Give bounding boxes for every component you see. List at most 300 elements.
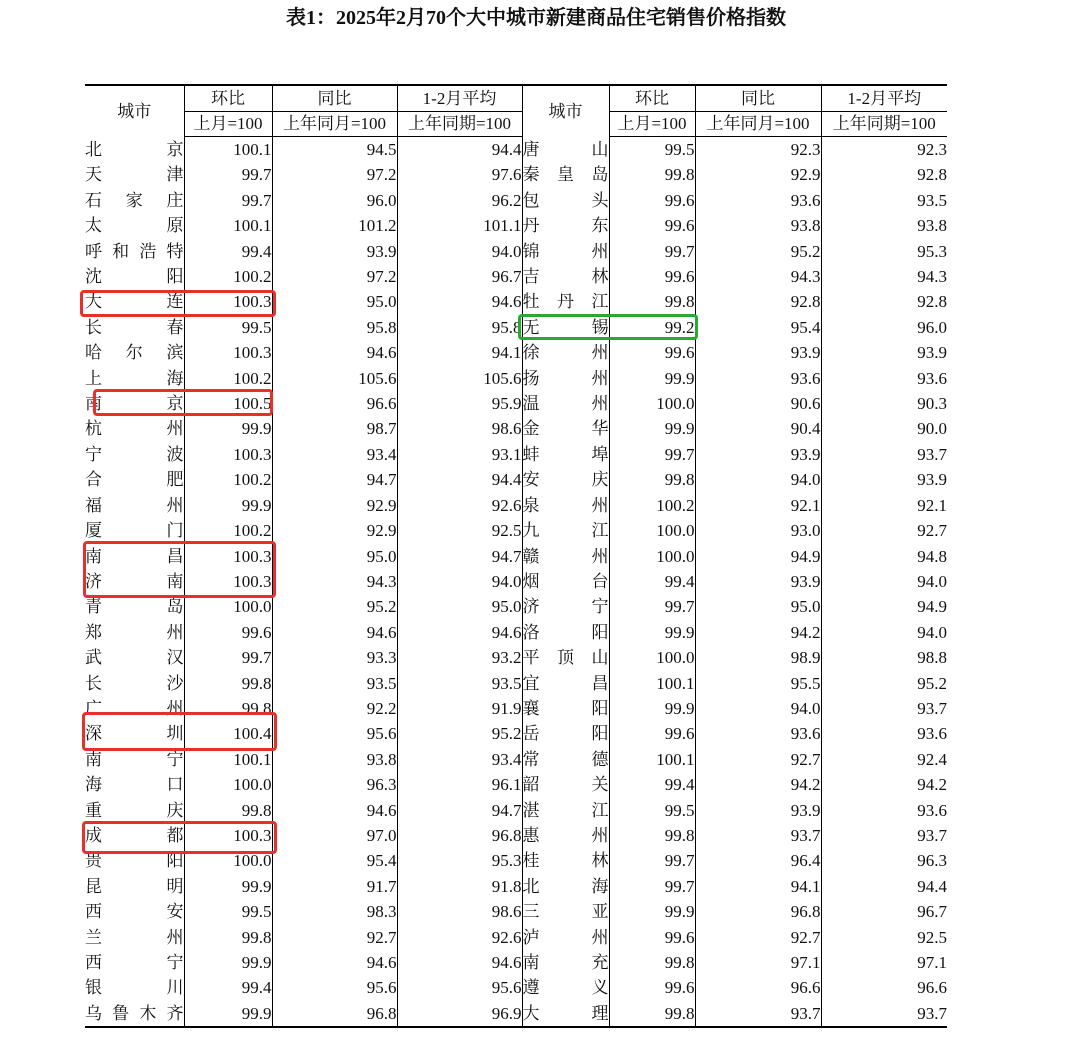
mom-value-right: 99.7: [609, 594, 695, 619]
mom-value-left: 100.2: [184, 518, 272, 543]
table-row: [85, 264, 947, 289]
table-row: [85, 544, 947, 569]
yoy-value-left: 95.6: [272, 975, 397, 1000]
city-name-right: 无锡: [522, 315, 609, 340]
table-title: 表1：2025年2月70个大中城市新建商品住宅销售价格指数: [286, 7, 786, 29]
city-name-left: 长春: [85, 317, 184, 337]
table-row: [85, 162, 947, 187]
city-name-right: 温州: [522, 391, 609, 416]
mom-value-right: 99.7: [609, 442, 695, 467]
mom-value-right: 100.1: [609, 671, 695, 696]
table-row: [85, 366, 947, 391]
mom-value-left: 100.3: [184, 289, 272, 314]
avg-value-right: 92.4: [821, 747, 947, 772]
mom-value-right: 99.8: [609, 823, 695, 848]
avg-value-left: 94.0: [397, 569, 522, 594]
yoy-value-left: 94.6: [272, 340, 397, 365]
yoy-value-right: 93.6: [695, 366, 821, 391]
mom-value-right: 99.8: [609, 289, 695, 314]
city-name-right: 金华: [522, 416, 609, 441]
avg-value-right: 96.7: [821, 899, 947, 924]
mom-value-right: 99.8: [609, 950, 695, 975]
mom-value-left: 99.5: [184, 899, 272, 924]
city-name-right: 秦皇岛: [522, 162, 609, 187]
city-name-right: 洛阳: [522, 620, 609, 645]
city-name-left: 呼和浩特: [85, 241, 184, 261]
table-row: [85, 620, 947, 645]
city-name-right: 泉州: [522, 493, 609, 518]
mom-value-right: 99.7: [609, 848, 695, 873]
yoy-value-right: 97.1: [695, 950, 821, 975]
table-row: [85, 874, 947, 899]
mom-value-right: 99.8: [609, 162, 695, 187]
table-row: [85, 1001, 947, 1027]
mom-value-right: 100.0: [609, 544, 695, 569]
mom-value-right: 100.1: [609, 747, 695, 772]
mom-value-left: 100.3: [184, 442, 272, 467]
mom-value-right: 99.7: [609, 239, 695, 264]
header-avg-right: 1-2月平均: [821, 85, 947, 112]
city-name-left: 厦门: [85, 521, 184, 541]
city-name-left: 天津: [85, 165, 184, 185]
avg-value-left: 94.7: [397, 544, 522, 569]
avg-value-left: 105.6: [397, 366, 522, 391]
city-name-left: 南京: [85, 394, 184, 414]
city-name-right: 三亚: [522, 899, 609, 924]
avg-value-left: 94.0: [397, 239, 522, 264]
mom-value-right: 99.6: [609, 213, 695, 238]
avg-value-right: 92.3: [821, 137, 947, 163]
mom-value-left: 99.9: [184, 1001, 272, 1027]
avg-value-right: 92.5: [821, 925, 947, 950]
avg-value-right: 93.5: [821, 188, 947, 213]
avg-value-right: 97.1: [821, 950, 947, 975]
city-name-right: 大理: [522, 1001, 609, 1027]
mom-value-left: 99.7: [184, 645, 272, 670]
yoy-value-right: 94.0: [695, 696, 821, 721]
avg-value-right: 95.2: [821, 671, 947, 696]
mom-value-left: 100.2: [184, 467, 272, 492]
table-row: [85, 747, 947, 772]
mom-value-right: 99.9: [609, 899, 695, 924]
yoy-value-left: 95.2: [272, 594, 397, 619]
avg-value-left: 101.1: [397, 213, 522, 238]
yoy-value-right: 95.5: [695, 671, 821, 696]
yoy-value-left: 93.5: [272, 671, 397, 696]
yoy-value-left: 97.0: [272, 823, 397, 848]
yoy-value-left: 94.6: [272, 950, 397, 975]
table-row: [85, 696, 947, 721]
yoy-value-right: 94.3: [695, 264, 821, 289]
table-row: [85, 239, 947, 264]
yoy-value-left: 93.9: [272, 239, 397, 264]
yoy-value-right: 93.6: [695, 721, 821, 746]
city-name-right: 赣州: [522, 544, 609, 569]
yoy-value-left: 92.9: [272, 518, 397, 543]
header-city-right: 城市: [522, 85, 609, 137]
city-name-right: 岳阳: [522, 721, 609, 746]
yoy-value-right: 93.9: [695, 442, 821, 467]
avg-value-left: 95.6: [397, 975, 522, 1000]
yoy-value-left: 93.8: [272, 747, 397, 772]
mom-value-left: 99.9: [184, 493, 272, 518]
yoy-value-left: 101.2: [272, 213, 397, 238]
avg-value-left: 94.6: [397, 289, 522, 314]
yoy-value-left: 92.9: [272, 493, 397, 518]
city-name-left: 武汉: [85, 648, 184, 668]
mom-value-left: 100.2: [184, 264, 272, 289]
mom-value-left: 99.4: [184, 975, 272, 1000]
city-name-left: 大连: [85, 292, 184, 312]
subheader-avg-right: 上年同期=100: [821, 112, 947, 137]
yoy-value-left: 93.4: [272, 442, 397, 467]
mom-value-left: 99.9: [184, 416, 272, 441]
yoy-value-right: 90.6: [695, 391, 821, 416]
mom-value-right: 99.5: [609, 798, 695, 823]
avg-value-right: 93.7: [821, 823, 947, 848]
avg-value-left: 91.8: [397, 874, 522, 899]
yoy-value-left: 96.8: [272, 1001, 397, 1027]
avg-value-left: 92.6: [397, 493, 522, 518]
yoy-value-left: 94.3: [272, 569, 397, 594]
table-row: [85, 772, 947, 797]
city-name-right: 锦州: [522, 239, 609, 264]
avg-value-right: 93.9: [821, 340, 947, 365]
avg-value-left: 94.4: [397, 467, 522, 492]
avg-value-left: 93.1: [397, 442, 522, 467]
table-row: [85, 518, 947, 543]
mom-value-right: 99.8: [609, 467, 695, 492]
header-yoy-right: 同比: [695, 85, 821, 112]
mom-value-left: 99.8: [184, 798, 272, 823]
table-row: [85, 848, 947, 873]
yoy-value-right: 96.4: [695, 848, 821, 873]
mom-value-left: 99.7: [184, 162, 272, 187]
city-name-right: 烟台: [522, 569, 609, 594]
header-mom-right: 环比: [609, 85, 695, 112]
city-name-left: 海口: [85, 775, 184, 795]
table-row: [85, 289, 947, 314]
mom-value-right: 99.9: [609, 620, 695, 645]
mom-value-right: 99.6: [609, 188, 695, 213]
avg-value-left: 95.9: [397, 391, 522, 416]
mom-value-left: 100.5: [184, 391, 272, 416]
avg-value-left: 95.3: [397, 848, 522, 873]
avg-value-left: 98.6: [397, 899, 522, 924]
avg-value-right: 96.0: [821, 315, 947, 340]
yoy-value-left: 95.0: [272, 289, 397, 314]
mom-value-left: 100.0: [184, 772, 272, 797]
table-row: [85, 188, 947, 213]
table-row: [85, 467, 947, 492]
avg-value-left: 95.8: [397, 315, 522, 340]
city-name-right: 南充: [522, 950, 609, 975]
table-row: [85, 823, 947, 848]
city-name-right: 桂林: [522, 848, 609, 873]
avg-value-left: 94.4: [397, 137, 522, 163]
city-name-left: 成都: [85, 825, 184, 845]
yoy-value-right: 93.8: [695, 213, 821, 238]
city-name-right: 平顶山: [522, 645, 609, 670]
avg-value-left: 96.1: [397, 772, 522, 797]
mom-value-right: 99.6: [609, 340, 695, 365]
yoy-value-left: 96.3: [272, 772, 397, 797]
avg-value-left: 95.2: [397, 721, 522, 746]
subheader-yoy-left: 上年同月=100: [272, 112, 397, 137]
mom-value-right: 99.6: [609, 975, 695, 1000]
city-name-right: 牡丹江: [522, 289, 609, 314]
city-name-left: 杭州: [85, 419, 184, 439]
city-name-right: 徐州: [522, 340, 609, 365]
mom-value-left: 99.8: [184, 925, 272, 950]
table-row: [85, 925, 947, 950]
table-row: [85, 899, 947, 924]
yoy-value-right: 93.7: [695, 1001, 821, 1027]
yoy-value-right: 93.6: [695, 188, 821, 213]
mom-value-right: 99.6: [609, 925, 695, 950]
avg-value-right: 96.6: [821, 975, 947, 1000]
yoy-value-right: 94.1: [695, 874, 821, 899]
header-mom-left: 环比: [184, 85, 272, 112]
yoy-value-left: 98.7: [272, 416, 397, 441]
table-row: [85, 391, 947, 416]
city-name-right: 扬州: [522, 366, 609, 391]
yoy-value-left: 97.2: [272, 264, 397, 289]
yoy-value-right: 94.2: [695, 772, 821, 797]
mom-value-right: 99.7: [609, 874, 695, 899]
mom-value-left: 99.4: [184, 239, 272, 264]
yoy-value-right: 92.9: [695, 162, 821, 187]
mom-value-left: 99.7: [184, 188, 272, 213]
city-name-right: 惠州: [522, 823, 609, 848]
mom-value-right: 99.6: [609, 721, 695, 746]
yoy-value-right: 95.2: [695, 239, 821, 264]
city-name-right: 安庆: [522, 467, 609, 492]
table-row: [85, 569, 947, 594]
mom-value-right: 99.4: [609, 772, 695, 797]
yoy-value-right: 94.2: [695, 620, 821, 645]
city-name-right: 唐山: [522, 137, 609, 163]
mom-value-left: 100.1: [184, 747, 272, 772]
table-row: [85, 721, 947, 746]
city-name-left: 太原: [85, 216, 184, 236]
mom-value-right: 99.9: [609, 416, 695, 441]
city-name-left: 银川: [85, 978, 184, 998]
mom-value-right: 100.0: [609, 518, 695, 543]
mom-value-left: 99.6: [184, 620, 272, 645]
mom-value-left: 100.3: [184, 544, 272, 569]
mom-value-left: 100.1: [184, 137, 272, 163]
city-name-left: 长沙: [85, 673, 184, 693]
avg-value-right: 94.4: [821, 874, 947, 899]
city-name-right: 襄阳: [522, 696, 609, 721]
city-name-left: 乌鲁木齐: [85, 1001, 184, 1027]
avg-value-right: 92.8: [821, 289, 947, 314]
yoy-value-left: 95.0: [272, 544, 397, 569]
table-row: [85, 798, 947, 823]
avg-value-right: 96.3: [821, 848, 947, 873]
avg-value-left: 96.8: [397, 823, 522, 848]
city-name-left: 西宁: [85, 953, 184, 972]
avg-value-right: 93.8: [821, 213, 947, 238]
avg-value-left: 95.0: [397, 594, 522, 619]
city-name-right: 韶关: [522, 772, 609, 797]
yoy-value-right: 93.9: [695, 569, 821, 594]
city-name-left: 上海: [85, 368, 184, 388]
avg-value-left: 92.5: [397, 518, 522, 543]
yoy-value-left: 95.8: [272, 315, 397, 340]
table-row: [85, 315, 947, 340]
yoy-value-right: 93.0: [695, 518, 821, 543]
header-city-left: 城市: [117, 101, 152, 121]
mom-value-left: 100.4: [184, 721, 272, 746]
mom-value-right: 100.2: [609, 493, 695, 518]
yoy-value-right: 92.7: [695, 747, 821, 772]
table-row: [85, 975, 947, 1000]
table-row: [85, 137, 947, 163]
yoy-value-right: 94.9: [695, 544, 821, 569]
mom-value-left: 99.5: [184, 315, 272, 340]
yoy-value-right: 92.3: [695, 137, 821, 163]
header-yoy-left: 同比: [272, 85, 397, 112]
city-name-left: 石家庄: [85, 190, 184, 210]
city-name-left: 南宁: [85, 749, 184, 769]
table-row: [85, 671, 947, 696]
city-name-right: 吉林: [522, 264, 609, 289]
mom-value-right: 99.6: [609, 264, 695, 289]
mom-value-left: 100.2: [184, 366, 272, 391]
yoy-value-left: 95.4: [272, 848, 397, 873]
yoy-value-left: 94.5: [272, 137, 397, 163]
avg-value-right: 90.0: [821, 416, 947, 441]
avg-value-right: 94.2: [821, 772, 947, 797]
city-name-left: 北京: [85, 139, 184, 159]
yoy-value-right: 93.7: [695, 823, 821, 848]
avg-value-left: 96.2: [397, 188, 522, 213]
city-name-left: 福州: [85, 495, 184, 515]
city-name-left: 济南: [85, 571, 184, 591]
avg-value-right: 94.0: [821, 620, 947, 645]
yoy-value-right: 92.7: [695, 925, 821, 950]
subheader-mom-right: 上月=100: [609, 112, 695, 137]
city-name-left: 广州: [85, 698, 184, 718]
subheader-yoy-right: 上年同月=100: [695, 112, 821, 137]
table-row: [85, 213, 947, 238]
avg-value-right: 94.8: [821, 544, 947, 569]
avg-value-left: 93.2: [397, 645, 522, 670]
yoy-value-left: 92.2: [272, 696, 397, 721]
city-name-left: 青岛: [85, 597, 184, 617]
mom-value-left: 99.8: [184, 671, 272, 696]
avg-value-right: 93.6: [821, 721, 947, 746]
city-name-left: 沈阳: [85, 267, 184, 287]
yoy-value-left: 92.7: [272, 925, 397, 950]
avg-value-left: 98.6: [397, 416, 522, 441]
avg-value-left: 94.6: [397, 620, 522, 645]
yoy-value-right: 93.9: [695, 798, 821, 823]
city-name-left: 合肥: [85, 470, 184, 490]
avg-value-right: 95.3: [821, 239, 947, 264]
avg-value-left: 93.5: [397, 671, 522, 696]
yoy-value-left: 96.6: [272, 391, 397, 416]
yoy-value-right: 92.8: [695, 289, 821, 314]
avg-value-right: 94.9: [821, 594, 947, 619]
avg-value-right: 92.7: [821, 518, 947, 543]
city-name-right: 泸州: [522, 925, 609, 950]
avg-value-left: 97.6: [397, 162, 522, 187]
mom-value-left: 100.3: [184, 340, 272, 365]
city-name-left: 兰州: [85, 927, 184, 947]
city-name-right: 包头: [522, 188, 609, 213]
mom-value-right: 99.8: [609, 1001, 695, 1027]
yoy-value-left: 105.6: [272, 366, 397, 391]
city-name-right: 济宁: [522, 594, 609, 619]
city-name-right: 遵义: [522, 975, 609, 1000]
avg-value-left: 94.6: [397, 950, 522, 975]
yoy-value-right: 92.1: [695, 493, 821, 518]
avg-value-right: 98.8: [821, 645, 947, 670]
yoy-value-right: 96.6: [695, 975, 821, 1000]
avg-value-left: 92.6: [397, 925, 522, 950]
city-name-left: 南昌: [85, 546, 184, 566]
yoy-value-left: 98.3: [272, 899, 397, 924]
mom-value-left: 100.0: [184, 848, 272, 873]
mom-value-left: 100.3: [184, 569, 272, 594]
city-name-left: 郑州: [85, 622, 184, 642]
mom-value-left: 100.1: [184, 213, 272, 238]
header-avg-left: 1-2月平均: [397, 85, 522, 112]
yoy-value-right: 90.4: [695, 416, 821, 441]
yoy-value-left: 96.0: [272, 188, 397, 213]
mom-value-left: 99.8: [184, 696, 272, 721]
city-name-right: 蚌埠: [522, 442, 609, 467]
table-row: [85, 950, 947, 975]
yoy-value-right: 93.9: [695, 340, 821, 365]
yoy-value-left: 94.7: [272, 467, 397, 492]
yoy-value-right: 95.0: [695, 594, 821, 619]
yoy-value-left: 95.6: [272, 721, 397, 746]
yoy-value-left: 97.2: [272, 162, 397, 187]
avg-value-right: 94.3: [821, 264, 947, 289]
mom-value-left: 99.9: [184, 950, 272, 975]
avg-value-left: 94.7: [397, 798, 522, 823]
avg-value-right: 93.9: [821, 467, 947, 492]
mom-value-right: 100.0: [609, 391, 695, 416]
city-name-left: 深圳: [85, 724, 184, 744]
avg-value-left: 93.4: [397, 747, 522, 772]
yoy-value-right: 98.9: [695, 645, 821, 670]
price-index-table: [85, 84, 947, 1028]
yoy-value-left: 94.6: [272, 620, 397, 645]
city-name-left: 昆明: [85, 876, 184, 896]
mom-value-left: 100.3: [184, 823, 272, 848]
yoy-value-right: 94.0: [695, 467, 821, 492]
city-name-left: 西安: [85, 902, 184, 922]
yoy-value-left: 93.3: [272, 645, 397, 670]
city-name-right: 九江: [522, 518, 609, 543]
city-name-right: 丹东: [522, 213, 609, 238]
avg-value-right: 92.8: [821, 162, 947, 187]
yoy-value-right: 95.4: [695, 315, 821, 340]
subheader-mom-left: 上月=100: [184, 112, 272, 137]
avg-value-left: 91.9: [397, 696, 522, 721]
city-name-right: 湛江: [522, 798, 609, 823]
avg-value-left: 96.9: [397, 1001, 522, 1027]
city-name-left: 宁波: [85, 444, 184, 464]
mom-value-right: 99.2: [609, 315, 695, 340]
avg-value-right: 94.0: [821, 569, 947, 594]
city-name-left: 重庆: [85, 800, 184, 820]
